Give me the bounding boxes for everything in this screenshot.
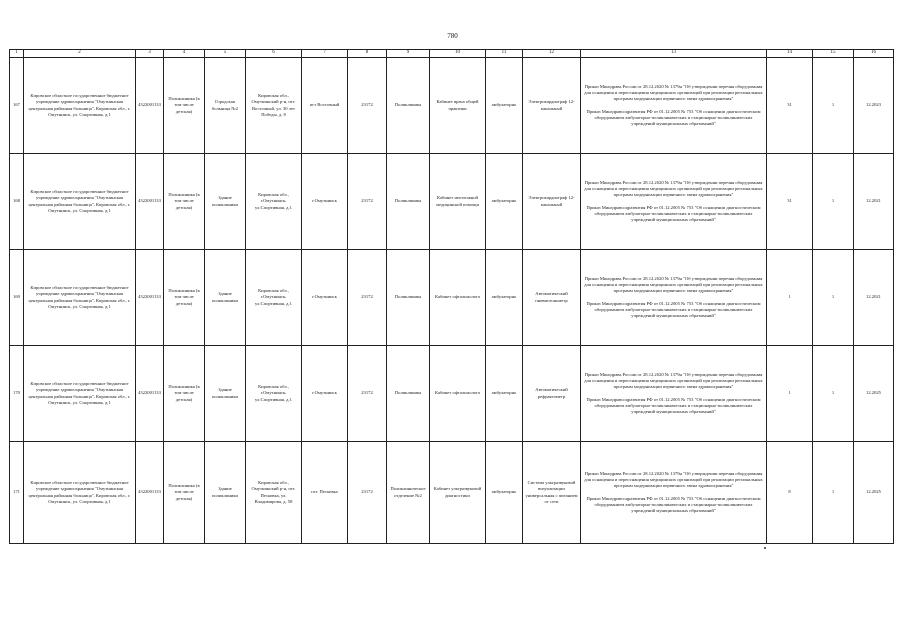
- organization-cell: Кировское областное государственное бюджетное учреждение здравоохранения "Омутнинская центральная районная больница", Кировская обл., г. Омутнинск, ул. Спортивная, д.1: [24, 346, 136, 442]
- address-cell: Кировская обл., Омутнинский р-н, пгт. Восточный, ул. 30 лет Победы, д. 8: [246, 58, 302, 154]
- column-header: 14: [767, 50, 813, 58]
- regulation-cell: [581, 154, 767, 250]
- regulation-order-1379n: Приказ Минздрава России от 28.12.2020 № 1379н "Об утверждении перечня оборудования для оснащения и переоснащения медицинских организаций при реализации региональных программ модернизации первичного звена здравоохранения": [584, 470, 763, 489]
- regulation-cell: [581, 250, 767, 346]
- column-header: 6: [246, 50, 302, 58]
- table-row: [10, 346, 894, 442]
- inn-cell: 4322001133: [136, 250, 164, 346]
- row-number: 168: [10, 154, 24, 250]
- cabinet-cell: Кабинет офтальмолога: [430, 250, 486, 346]
- column-header: 12: [523, 50, 581, 58]
- building-cell: Здание поликлиники: [205, 442, 246, 544]
- equipment-cell: Электрокардиограф 12-канальный: [523, 58, 581, 154]
- building-cell: Здание поликлиники: [205, 154, 246, 250]
- regulation-order-1379n: Приказ Минздрава России от 28.12.2020 № 1379н "Об утверждении перечня оборудования для оснащения и переоснащения медицинских организаций при реализации региональных программ модернизации первичного звена здравоохранения": [584, 83, 763, 102]
- address-cell: Кировская обл., г.Омутнинск, ул.Спортивная, д.1: [246, 250, 302, 346]
- column-header: 4: [164, 50, 205, 58]
- column-15-cell: 1: [813, 346, 854, 442]
- equipment-cell: Электрокардиограф 12-канальный: [523, 154, 581, 250]
- row-number: 171: [10, 442, 24, 544]
- column-15-cell: 1: [813, 154, 854, 250]
- column-header: 10: [430, 50, 486, 58]
- date-cell: 12.2021: [854, 154, 894, 250]
- cabinet-cell: Кабинет врача общей практики: [430, 58, 486, 154]
- locality-cell: пгт. Песковка: [302, 442, 348, 544]
- building-cell: Здание поликлиники: [205, 346, 246, 442]
- department-cell: Поликлиника (в том числе детская): [164, 442, 205, 544]
- regulation-order-1379n: Приказ Минздрава России от 28.12.2020 № 1379н "Об утверждении перечня оборудования для оснащения и переоснащения медицинских организаций при реализации региональных программ модернизации первичного звена здравоохранения": [584, 179, 763, 198]
- unit-cell: Поликлиника: [387, 154, 430, 250]
- address-cell: Кировская обл., Омутнинский р-н, пгт. Песковка, ул. Владимирова, д. 58: [246, 442, 302, 544]
- column-header: 1: [10, 50, 24, 58]
- unit-cell: Поликлиническое отделение №2: [387, 442, 430, 544]
- regulation-order-753: Приказ Минздравсоцразвития РФ от 01.12.2005 № 753 "Об оснащении диагностическим оборудованием амбулаторно-поликлинических и стационарно-поликлинических учреждений муниципальных образований": [586, 108, 761, 126]
- quantity-cell: 8: [767, 442, 813, 544]
- code-cell: 23172: [348, 346, 387, 442]
- regulation-order-753: Приказ Минздравсоцразвития РФ от 01.12.2005 № 753 "Об оснащении диагностическим оборудованием амбулаторно-поликлинических и стационарно-поликлинических учреждений муниципальных образований": [586, 495, 761, 513]
- date-cell: 12.2021: [854, 250, 894, 346]
- unit-cell: Поликлиника: [387, 58, 430, 154]
- row-number: 169: [10, 250, 24, 346]
- column-header: 16: [854, 50, 894, 58]
- column-header: 13: [581, 50, 767, 58]
- code-cell: 23172: [348, 154, 387, 250]
- column-header: 8: [348, 50, 387, 58]
- inn-cell: 4322001133: [136, 58, 164, 154]
- locality-cell: г.Омутнинск: [302, 154, 348, 250]
- regulation-cell: [581, 58, 767, 154]
- department-cell: Поликлиника (в том числе детская): [164, 154, 205, 250]
- column-15-cell: 1: [813, 58, 854, 154]
- table-row: [10, 58, 894, 154]
- column-15-cell: 1: [813, 442, 854, 544]
- scan-speck: [764, 547, 766, 549]
- building-cell: Городская больница №2: [205, 58, 246, 154]
- equipment-cell: Автоматический рефрактометр: [523, 346, 581, 442]
- locality-cell: пгт Восточный: [302, 58, 348, 154]
- column-header: 7: [302, 50, 348, 58]
- table-row: [10, 250, 894, 346]
- column-header: 15: [813, 50, 854, 58]
- department-cell: Поликлиника (в том числе детская): [164, 58, 205, 154]
- column-header: 2: [24, 50, 136, 58]
- building-cell: Здание поликлиники: [205, 250, 246, 346]
- locality-cell: г.Омутнинск: [302, 250, 348, 346]
- table-row: [10, 154, 894, 250]
- quantity-cell: 1: [767, 250, 813, 346]
- care-type-cell: амбулаторно: [486, 250, 523, 346]
- unit-cell: Поликлиника: [387, 346, 430, 442]
- equipment-cell: Система ультразвуковой визуализации универсальная с питанием от сети: [523, 442, 581, 544]
- inn-cell: 4322001133: [136, 346, 164, 442]
- inn-cell: 4322001133: [136, 442, 164, 544]
- cabinet-cell: Кабинет неотложной медицинской помощи: [430, 154, 486, 250]
- care-type-cell: амбулаторно: [486, 58, 523, 154]
- regulation-order-753: Приказ Минздравсоцразвития РФ от 01.12.2005 № 753 "Об оснащении диагностическим оборудованием амбулаторно-поликлинических и стационарно-поликлинических учреждений муниципальных образований": [586, 300, 761, 318]
- code-cell: 23172: [348, 250, 387, 346]
- equipment-cell: Автоматический пневмотонометр: [523, 250, 581, 346]
- date-cell: 12.2025: [854, 346, 894, 442]
- inn-cell: 4322001133: [136, 154, 164, 250]
- column-header: 5: [205, 50, 246, 58]
- cabinet-cell: Кабинет ультразвуковой диагностики: [430, 442, 486, 544]
- cabinet-cell: Кабинет офтальмолога: [430, 346, 486, 442]
- department-cell: Поликлиника (в том числе детская): [164, 250, 205, 346]
- equipment-table: [9, 49, 894, 544]
- column-header: 3: [136, 50, 164, 58]
- quantity-cell: 1: [767, 346, 813, 442]
- row-number: 170: [10, 346, 24, 442]
- organization-cell: Кировское областное государственное бюджетное учреждение здравоохранения "Омутнинская центральная районная больница", Кировская обл., г. Омутнинск, ул. Спортивная, д.1: [24, 154, 136, 250]
- column-header: 11: [486, 50, 523, 58]
- column-15-cell: 1: [813, 250, 854, 346]
- organization-cell: Кировское областное государственное бюджетное учреждение здравоохранения "Омутнинская центральная районная больница", Кировская обл., г. Омутнинск, ул. Спортивная, д.1: [24, 58, 136, 154]
- code-cell: 23172: [348, 442, 387, 544]
- regulation-order-1379n: Приказ Минздрава России от 28.12.2020 № 1379н "Об утверждении перечня оборудования для оснащения и переоснащения медицинских организаций при реализации региональных программ модернизации первичного звена здравоохранения": [584, 275, 763, 294]
- code-cell: 23172: [348, 58, 387, 154]
- column-header: 9: [387, 50, 430, 58]
- address-cell: Кировская обл., г.Омутнинск, ул.Спортивная, д.1: [246, 154, 302, 250]
- organization-cell: Кировское областное государственное бюджетное учреждение здравоохранения "Омутнинская центральная районная больница", Кировская обл., г. Омутнинск, ул. Спортивная, д.1: [24, 442, 136, 544]
- locality-cell: г.Омутнинск: [302, 346, 348, 442]
- care-type-cell: амбулаторно: [486, 442, 523, 544]
- unit-cell: Поликлиника: [387, 250, 430, 346]
- regulation-order-1379n: Приказ Минздрава России от 28.12.2020 № 1379н "Об утверждении перечня оборудования для оснащения и переоснащения медицинских организаций при реализации региональных программ модернизации первичного звена здравоохранения": [584, 371, 763, 390]
- column-number-row: [10, 50, 894, 58]
- care-type-cell: амбулаторно: [486, 154, 523, 250]
- department-cell: Поликлиника (в том числе детская): [164, 346, 205, 442]
- quantity-cell: 31: [767, 58, 813, 154]
- quantity-cell: 31: [767, 154, 813, 250]
- regulation-cell: [581, 442, 767, 544]
- page-number: 780: [447, 32, 458, 40]
- organization-cell: Кировское областное государственное бюджетное учреждение здравоохранения "Омутнинская центральная районная больница", Кировская обл., г. Омутнинск, ул. Спортивная, д.1: [24, 250, 136, 346]
- care-type-cell: амбулаторно: [486, 346, 523, 442]
- regulation-order-753: Приказ Минздравсоцразвития РФ от 01.12.2005 № 753 "Об оснащении диагностическим оборудованием амбулаторно-поликлинических и стационарно-поликлинических учреждений муниципальных образований": [586, 396, 761, 414]
- date-cell: 12.2025: [854, 442, 894, 544]
- table-row: [10, 442, 894, 544]
- address-cell: Кировская обл., г.Омутнинск, ул.Спортивная, д.1: [246, 346, 302, 442]
- regulation-order-753: Приказ Минздравсоцразвития РФ от 01.12.2005 № 753 "Об оснащении диагностическим оборудованием амбулаторно-поликлинических и стационарно-поликлинических учреждений муниципальных образований": [586, 204, 761, 222]
- regulation-cell: [581, 346, 767, 442]
- row-number: 167: [10, 58, 24, 154]
- date-cell: 12.2023: [854, 58, 894, 154]
